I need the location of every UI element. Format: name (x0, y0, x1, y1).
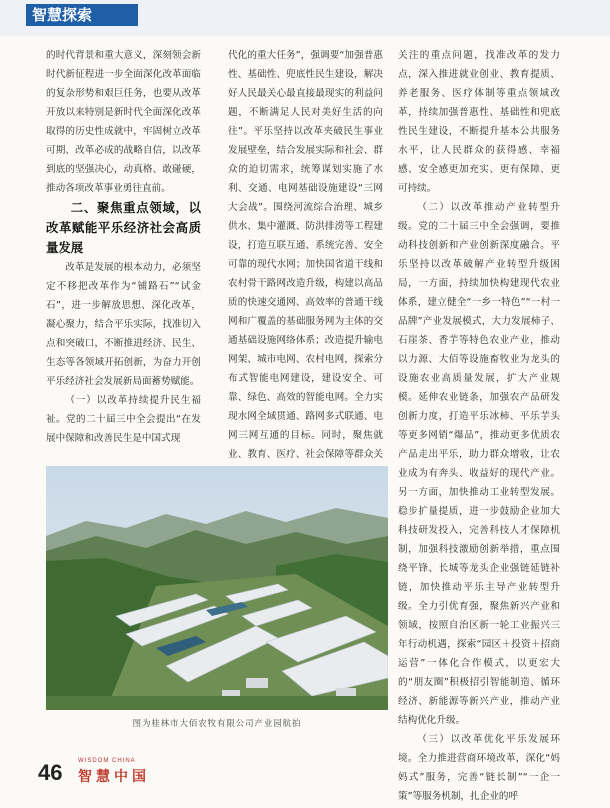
article-column-2 (228, 46, 383, 483)
aerial-photo (46, 466, 388, 710)
paragraph: （二）以改革推动产业转型升级。党的二十届三中全会强调，要推动科技创新和产业创新深度融合。平乐坚持以改革破解产业转型升级困局，一方面，持续加快构建现代农业体系，建立健全“一乡一特色”“一村一品牌”产业发展模式，大力发展柿子、石崖茶、香芋等特色农业产业，推动以力源、大佰等设施畜牧业为龙头的设施农业高质量发展，扩大产业规模。延伸农业链条，加强农产品研发创新力度，打造平乐冰柿、平乐芋头等更多网销“爆品”，推动更多优质农产品走出平乐，助力群众增收，让农业成为有奔头、收益好的现代产业。另一方面，加快推动工业转型发展。稳步扩量提质，进一步鼓励企业加大科技研发投入，完善科技人才保障机制，加强科技激励创新举措，重点围绕平锋、长城等龙头企业强链延链补链，加快推动平乐主导产业转型升级。全力引优育强，聚焦新兴产业和领域，按照自治区新一轮工业振兴三年行动机遇，探索“园区＋投资＋招商运营”一体化合作模式，以更宏大的“朋友圈”积极招引智能制造、循环经济、新能源等新兴产业，推动产业结构优化升级。 (398, 202, 560, 726)
magazine-name-cn: 智慧中国 (78, 769, 150, 785)
section-tab: 智慧探索 (26, 4, 138, 26)
paragraph: 关注的重点问题，找准改革的发力点，深入推进就业创业、教育提质、养老服务、医疗体制等重点领域改革，持续加强普惠性、基础性和兜底性民生建设，不断提升基本公共服务水平，让人民群众的获得感、幸福感、安全感更加充实、更有保障、更可持续。 (398, 50, 560, 194)
paragraph: 的时代背景和重大意义，深刻领会新时代新征程进一步全面深化改革面临的复杂形势和艰巨任务，也要从改革开放以来特别是新时代全面深化改革取得的历史性成就中，牢固树立改革可期、改革必成的战略自信，以改革到底的坚强决心，动真格、敢碰硬，推动各项改革事业勇往直前。 (46, 50, 201, 194)
article-column-3 (398, 46, 560, 806)
aerial-photo-illustration (46, 466, 388, 710)
paragraph: （一）以改革持续提升民生福祉。党的二十届三中全会提出“在发展中保障和改善民生是中国式现 (46, 395, 201, 444)
magazine-name-en: WISDOM CHINA (78, 758, 136, 764)
paragraph: （三）以改革优化平乐发展环境。全力推进营商环境改革，深化“妈妈式”服务，完善“链长制”“一企一策”等服务机制，扎企业的呼 (398, 734, 560, 802)
header-band (0, 0, 610, 36)
page-number: 46 (38, 760, 63, 785)
section-heading: 二、聚焦重点领域，以改革赋能平乐经济社会高质量发展 (46, 200, 201, 255)
article-column-1 (46, 46, 201, 448)
photo-caption: 图为桂林市大佰农牧有限公司产业园航拍 (132, 718, 302, 728)
paragraph: 代化的重大任务”，强调要“加强普惠性、基础性、兜底性民生建设，解决好人民最关心最直接最现实的利益问题，不断满足人民对美好生活的向往”。平乐坚持以改革夹破民生事业发展壁垒，结合发展实际和社会、群众的迫切需求，统筹谋划实施了水利、交通、电网基础设施建设“三网大会战”。围绕河流综合治理、城乡供水、集中灌溉、防洪排涝等工程建设，打造互联互通、系统完善、安全可靠的现代水网；加快国省道干线和农村骨干路网改造升级，构建以高品质的快速交通网、高效率的普通干线网和广覆盖的基础服务网为主体的交通基础设施网络体系；改造提升输电网架、城市电网、农村电网，探索分布式智能电网建设，建设安全、可靠、绿色、高效的智能电网。全力实现水网全域贯通、路网多式联通、电网三网互通的目标。同时，聚焦就业、教育、医疗、社会保障等群众关 (228, 50, 383, 460)
paragraph: 改革是发展的根本动力，必须坚定不移把改革作为“铺路石”“试金石”，进一步解放思想、深化改革，凝心聚力，结合平乐实际，找准切入点和突破口，不断推进经济、民生、生态等各领域开拓创新，为奋力开创平乐经济社会发展新局面蓄势赋能。 (46, 262, 201, 387)
